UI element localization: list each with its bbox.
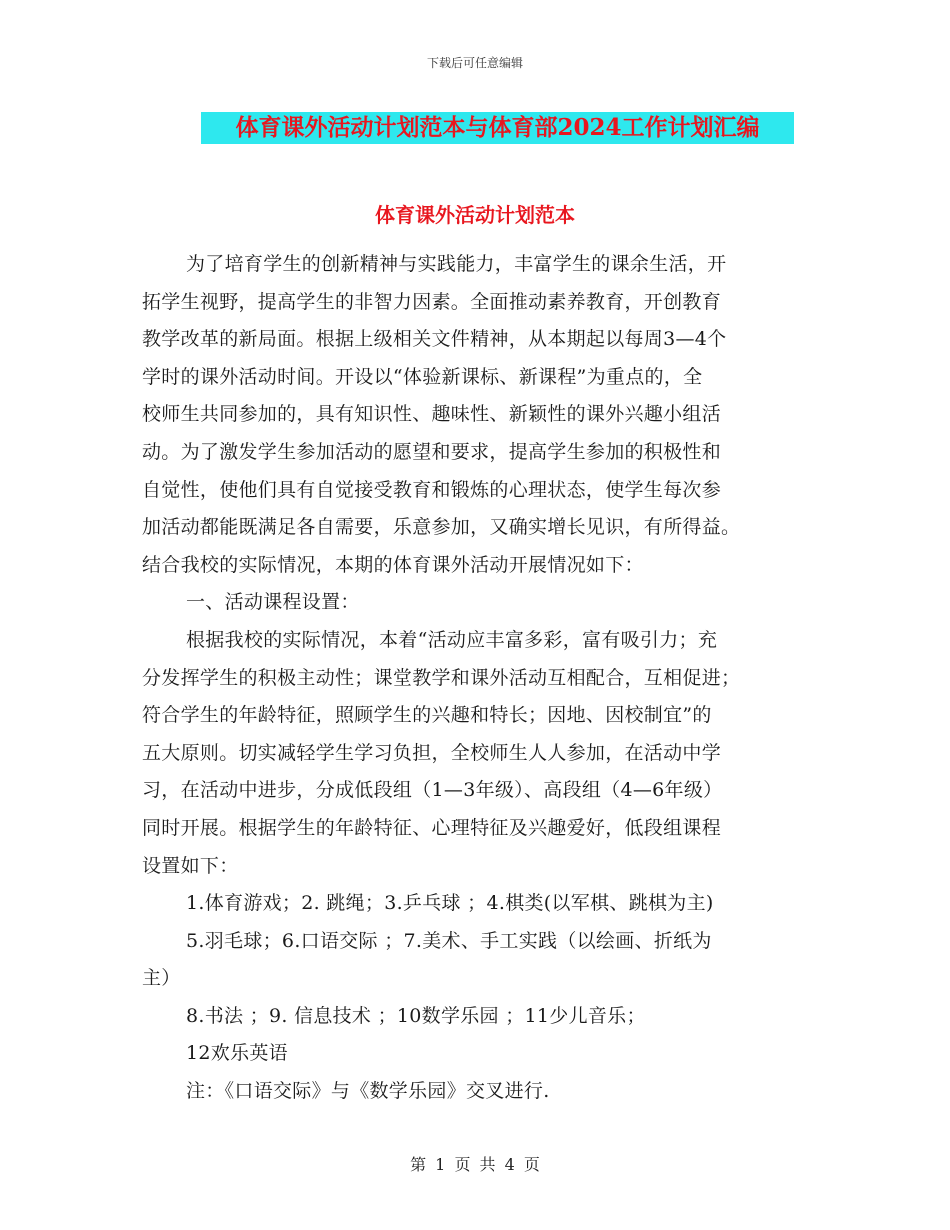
text-line: 动。为了激发学生参加活动的愿望和要求，提高学生参加的积极性和 [142, 440, 722, 463]
text-line: 五大原则。切实减轻学生学习负担，全校师生人人参加，在活动中学 [142, 741, 722, 764]
text-line: 一、活动课程设置： [186, 591, 360, 614]
text-line: 自觉性，使他们具有自觉接受教育和锻炼的心理状态，使学生每次参 [142, 478, 722, 501]
text-line: 注：《口语交际》与《数学乐园》交叉进行. [186, 1080, 550, 1103]
body-text [142, 246, 812, 1111]
text-line: 习，在活动中进步，分成低段组（1—3年级）、高段组（4—6年级） [142, 779, 723, 802]
text-line: 分发挥学生的积极主动性；课堂教学和课外活动互相配合，互相促进； [142, 666, 741, 689]
text-line: 5.羽毛球；6.口语交际 ；7.美术、手工实践（以绘画、折纸为 [186, 929, 712, 952]
text-line: 根据我校的实际情况，本着“活动应丰富多彩，富有吸引力；充 [186, 628, 718, 651]
text-line: 拓学生视野，提高学生的非智力因素。全面推动素养教育，开创教育 [142, 290, 722, 313]
page-footer: 第 1 页 共 4 页 [410, 1155, 540, 1174]
text-line: 结合我校的实际情况，本期的体育课外活动开展情况如下： [142, 553, 644, 576]
text-line: 学时的课外活动时间。开设以“体验新课标、新课程”为重点的，全 [142, 365, 703, 388]
text-line: 同时开展。根据学生的年龄特征、心理特征及兴趣爱好，低段组课程 [142, 816, 722, 839]
text-line: 教学改革的新局面。根据上级相关文件精神，从本期起以每周3—4个 [142, 328, 727, 351]
text-line: 主） [142, 967, 181, 990]
text-line: 符合学生的年龄特征，照顾学生的兴趣和特长；因地、因校制宜”的 [142, 704, 712, 727]
text-line: 12欢乐英语 [186, 1042, 288, 1065]
text-line: 校师生共同参加的，具有知识性、趣味性、新颖性的课外兴趣小组活 [142, 403, 722, 426]
text-line: 加活动都能既满足各自需要，乐意参加，又确实增长见识，有所得益。 [142, 516, 741, 539]
document-title: 体育课外活动计划范本与体育部2024工作计划汇编 [201, 112, 794, 144]
text-line: 8.书法 ；9. 信息技术 ；10数学乐园 ；11少儿音乐； [186, 1004, 646, 1027]
text-line: 设置如下： [142, 854, 239, 877]
header-note: 下载后可任意编辑 [426, 56, 523, 70]
text-line: 1.体育游戏；2. 跳绳；3.乒乓球 ；4.棋类(以军棋、跳棋为主) [186, 892, 714, 915]
text-line: 为了培育学生的创新精神与实践能力，丰富学生的课余生活，开 [186, 253, 727, 275]
section-title: 体育课外活动计划范本 [375, 203, 575, 227]
